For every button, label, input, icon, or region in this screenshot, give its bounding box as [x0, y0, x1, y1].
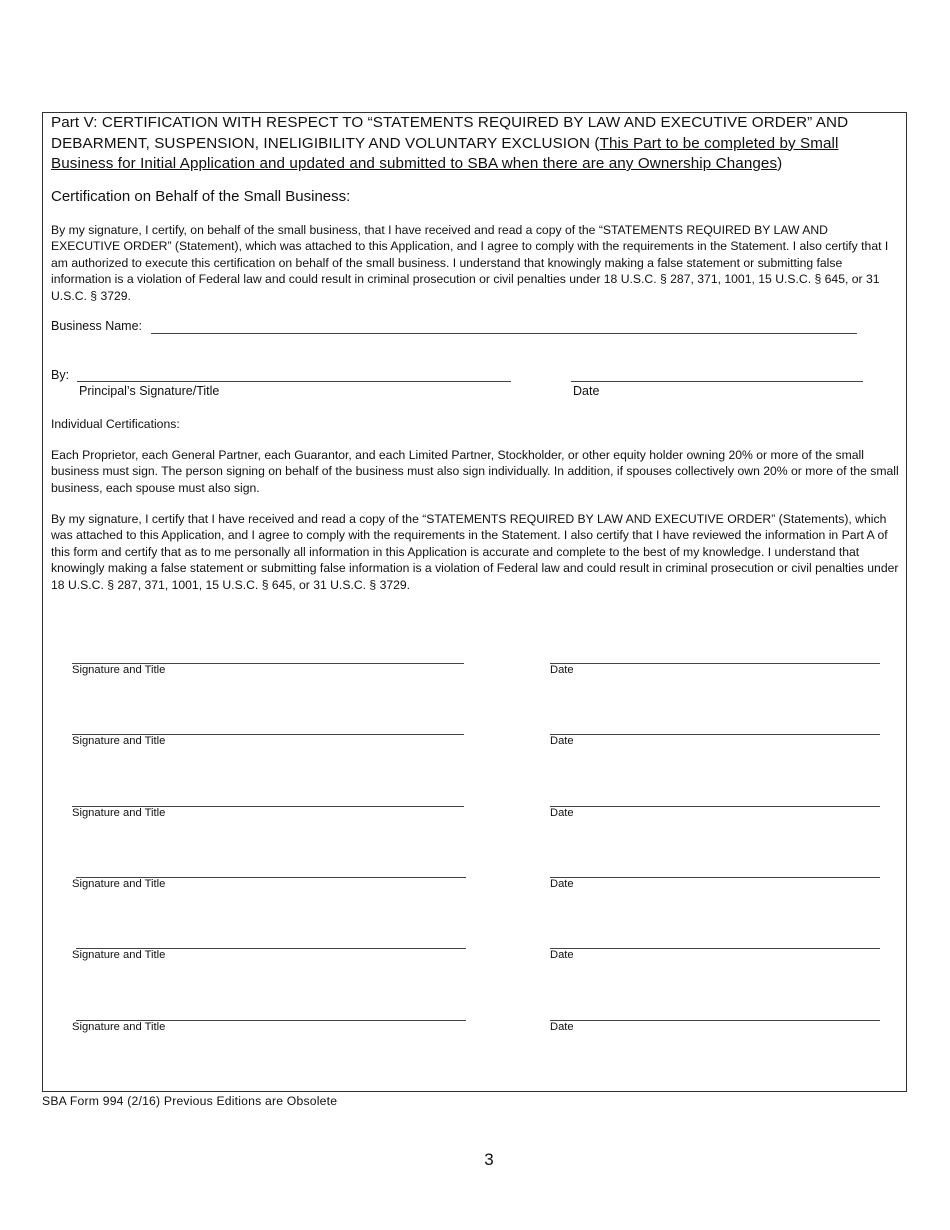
date-field[interactable]: [550, 1020, 880, 1021]
page-number: 3: [484, 1150, 494, 1169]
principal-signature-field[interactable]: [77, 381, 511, 382]
principal-date-label: Date: [573, 384, 600, 398]
business-name-field[interactable]: [151, 333, 857, 334]
date-label: Date: [550, 735, 574, 747]
business-certification-heading: Certification on Behalf of the Small Business:: [51, 188, 351, 205]
date-field[interactable]: [550, 663, 880, 664]
part-v-heading: [51, 113, 901, 175]
signature-label: Signature and Title: [72, 735, 166, 747]
certification-form: [42, 112, 907, 1092]
individual-intro-text: Each Proprietor, each General Partner, each Guarantor, and each Limited Partner, Stockholder, or other equity holder owning 20% or more of the small business must sign. The person signing on behalf of the business must also sign individually. In addition, if spouses collectively own 20% or more of the small business, each spouse must also sign.: [51, 448, 899, 495]
heading-close: ): [777, 155, 783, 172]
business-certification-text: By my signature, I certify, on behalf of the small business, that I have received and read a copy of the “STATEMENTS REQUIRED BY LAW AND EXECUTIVE ORDER” (Statement), which was attached to this Application, and I agree to comply with the requirements in the Statement. I also certify that I am authorized to execute this certification on behalf of the small business. I understand that knowingly making a false statement or submitting false information is a violation of Federal law and could result in criminal prosecution or civil penalties under 18 U.S.C. § 287, 371, 1001, 15 U.S.C. § 645, or 31 U.S.C. § 3729.: [51, 223, 889, 303]
individual-certification-text: By my signature, I certify that I have received and read a copy of the “STATEMENTS REQUIRED BY LAW AND EXECUTIVE ORDER” (Statements), which was attached to this Application, and I agree to comply with the requirements in the Statement. I also certify that I have reviewed the information in Part A of this form and certify that as to me personally all information in this Application is accurate and complete to the best of my knowledge. I understand that knowingly making a false statement or submitting false information is a violation of Federal law and could result in criminal prosecution or civil penalties under 18 U.S.C. § 287, 371, 1001, 15 U.S.C. § 645, or 31 U.S.C. § 3729.: [51, 512, 899, 592]
heading-instructions: This Part to be completed by Small Business for Initial Application and updated and submitted to SBA when there are any Ownership Changes: [51, 134, 839, 172]
signature-label: Signature and Title: [72, 807, 166, 819]
date-label: Date: [550, 949, 574, 961]
by-label: By:: [51, 368, 70, 382]
date-field[interactable]: [550, 877, 880, 878]
date-label: Date: [550, 878, 574, 890]
signature-label: Signature and Title: [72, 1021, 166, 1033]
heading-main: Part V: CERTIFICATION WITH RESPECT TO “STATEMENTS REQUIRED BY LAW AND EXECUTIVE ORDER” AND DEBARMENT, SUSPENSION, INELIGIBILITY AND VOLUNTARY EXCLUSION (: [51, 114, 849, 152]
signature-label: Signature and Title: [72, 878, 166, 890]
date-field[interactable]: [550, 734, 880, 735]
date-label: Date: [550, 807, 574, 819]
signature-label: Signature and Title: [72, 664, 166, 676]
individual-certifications-heading: Individual Certifications:: [51, 417, 180, 431]
date-field[interactable]: [550, 948, 880, 949]
signature-label: Signature and Title: [72, 949, 166, 961]
form-footer: SBA Form 994 (2/16) Previous Editions are Obsolete: [42, 1094, 338, 1108]
date-field[interactable]: [550, 806, 880, 807]
principal-signature-label: Principal’s Signature/Title: [79, 384, 220, 398]
business-name-label: Business Name:: [51, 319, 143, 333]
date-label: Date: [550, 1021, 574, 1033]
date-label: Date: [550, 664, 574, 676]
